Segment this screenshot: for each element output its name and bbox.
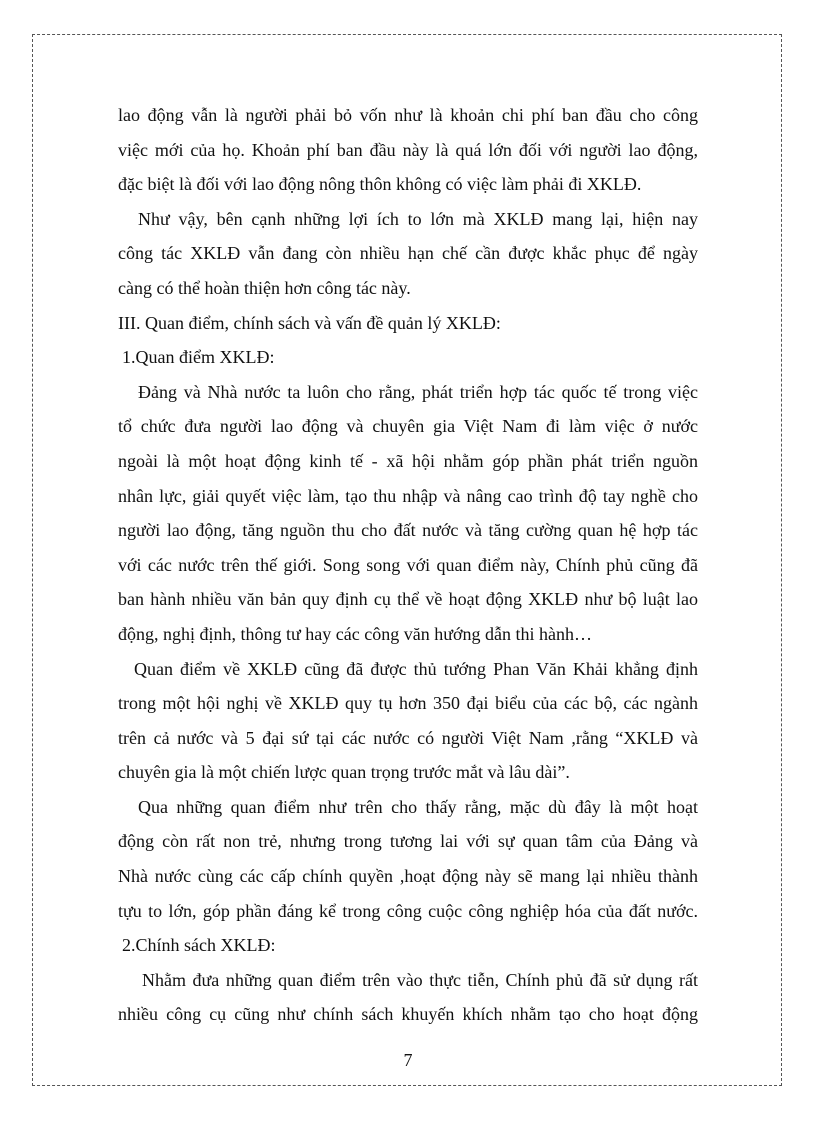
text-line: với các nước trên thế giới. Song song với quan điểm này, Chính phủ cũng đã [118,554,698,575]
text-line: nhân lực, giải quyết việc làm, tạo thu nhập và nâng cao trình độ tay nghề cho [118,485,698,506]
text-line: Như vậy, bên cạnh những lợi ích to lớn mà XKLĐ mang lại, hiện nay [138,208,698,229]
text-line: Nhà nước cùng các cấp chính quyền ,hoạt động này sẽ mang lại nhiều thành [118,866,698,887]
document-body [118,98,698,1032]
text-line: tổ chức đưa người lao động và chuyên gia Việt Nam đi làm việc ở nước [118,416,698,437]
text-line: đặc biệt là đối với lao động nông thôn không có việc làm phải đi XKLĐ. [118,174,642,195]
text-line: tựu to lớn, góp phần đáng kể trong công cuộc công nghiệp hóa của đất nước. [118,900,698,921]
text-line: chuyên gia là một chiến lược quan trọng trước mắt và lâu dài”. [118,762,570,783]
text-line: việc mới của họ. Khoản phí ban đầu này là quá lớn đối với người lao động, [118,139,698,160]
text-line: động còn rất non trẻ, nhưng trong tương lai với sự quan tâm của Đảng và [118,831,698,852]
text-line: 2.Chính sách XKLĐ: [122,935,276,956]
text-line: Nhằm đưa những quan điểm trên vào thực tiễn, Chính phủ đã sử dụng rất [142,969,698,990]
text-line: người lao động, tăng nguồn thu cho đất nước và tăng cường quan hệ hợp tác [118,520,698,541]
text-line: động, nghị định, thông tư hay các công văn hướng dẫn thi hành… [118,623,592,644]
text-line: trong một hội nghị về XKLĐ quy tụ hơn 350 đại biểu của các bộ, các ngành [118,693,698,714]
text-line: ban hành nhiều văn bản quy định cụ thể về hoạt động XKLĐ như bộ luật lao [118,589,698,610]
text-line: nhiều công cụ cũng như chính sách khuyến khích nhằm tạo cho hoạt động [118,1004,698,1025]
text-line: càng có thể hoàn thiện hơn công tác này. [118,277,411,298]
text-line: Đảng và Nhà nước ta luôn cho rằng, phát triển hợp tác quốc tế trong việc [138,381,698,402]
page-number: 7 [403,1050,413,1070]
text-line: trên cả nước và 5 đại sứ tại các nước có người Việt Nam ,rằng “XKLĐ và [118,727,698,748]
text-line: Qua những quan điểm như trên cho thấy rằng, mặc dù đây là một hoạt [138,796,698,817]
text-line: Quan điểm về XKLĐ cũng đã được thủ tướng Phan Văn Khải khẳng định [134,658,698,679]
text-line: công tác XKLĐ vẫn đang còn nhiều hạn chế cần được khắc phục để ngày [118,243,698,264]
text-line: III. Quan điểm, chính sách và vấn đề quản lý XKLĐ: [118,312,501,333]
text-line: lao động vẫn là người phải bỏ vốn như là khoản chi phí ban đầu cho công [118,105,698,125]
text-line: 1.Quan điểm XKLĐ: [122,347,275,368]
text-line: ngoài là một hoạt động kinh tế - xã hội nhằm góp phần phát triển nguồn [118,450,698,471]
